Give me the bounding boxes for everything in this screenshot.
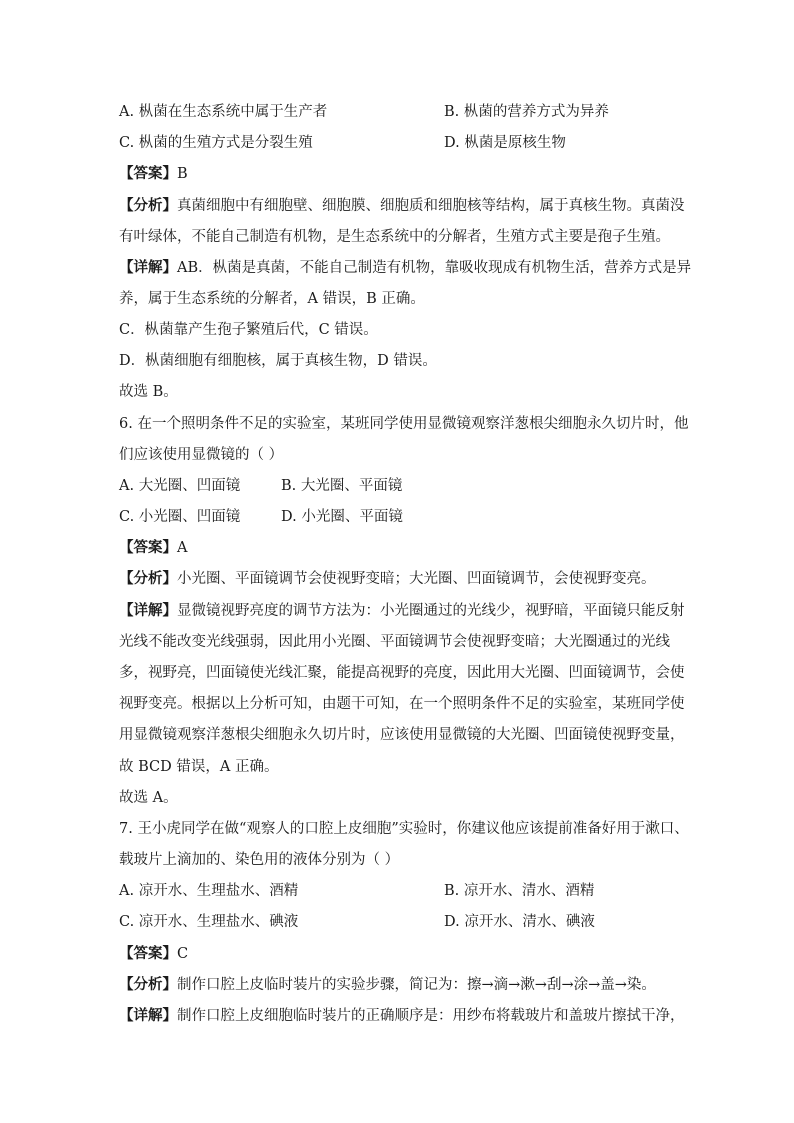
q6-option-c: C. 小光圈、凹面镜 <box>119 509 241 525</box>
q5-option-d: D. 枞菌是原核生物 <box>444 135 566 151</box>
q5-analysis-line-2: 有叶绿体，不能自己制造有机物，是生态系统中的分解者，生殖方式主要是孢子生殖。 <box>119 229 670 245</box>
q6-option-d: D. 小光圈、平面镜 <box>281 509 403 525</box>
q6-conclusion: 故选 A。 <box>119 790 178 806</box>
q7-answer <box>119 944 679 964</box>
analysis-label: 【分析】 <box>119 197 177 214</box>
q6-analysis-line-1 <box>119 569 679 589</box>
detail-label: 【详解】 <box>119 602 177 619</box>
analysis-text: 小光圈、平面镜调节会使视野变暗；大光圈、凹面镜调节，会使视野变亮。 <box>177 571 656 587</box>
q5-detail-line-1 <box>119 258 692 278</box>
q5-options-row-2 <box>119 133 679 153</box>
detail-text: 制作口腔上皮细胞临时装片的正确顺序是：用纱布将载玻片和盖玻片擦拭干净， <box>177 1008 685 1024</box>
q6-stem-line-1: 6. 在一个照明条件不足的实验室，某班同学使用显微镜观察洋葱根尖细胞永久切片时，他 <box>119 416 689 432</box>
detail-label: 【详解】 <box>119 1007 177 1024</box>
q6-stem-line-2: 们应该使用显微镜的（ ） <box>119 447 284 463</box>
q6-detail-line-1 <box>119 601 685 621</box>
q6-detail-line-4: 视野变亮。根据以上分析可知，由题干可知，在一个照明条件不足的实验室，某班同学使 <box>119 696 685 712</box>
analysis-label: 【分析】 <box>119 976 177 993</box>
detail-text: AB．枞菌是真菌，不能自己制造有机物，靠吸收现成有机物生活，营养方式是异 <box>177 260 692 276</box>
q6-option-a: A. 大光圈、凹面镜 <box>119 478 241 494</box>
q7-options-row-2 <box>119 912 679 932</box>
q6-detail-line-6: 故 BCD 错误，A 正确。 <box>119 759 279 775</box>
analysis-text: 真菌细胞中有细胞壁、细胞膜、细胞质和细胞核等结构，属于真核生物。真菌没 <box>177 198 685 214</box>
answer-label: 【答案】 <box>119 165 177 182</box>
q5-analysis-line-1 <box>119 196 685 216</box>
q6-detail-line-3: 多，视野亮，凹面镜使光线汇聚，能提高视野的亮度，因此用大光圈、凹面镜调节，会使 <box>119 665 685 681</box>
answer-value: A <box>177 540 188 556</box>
q6-detail-line-5: 用显微镜观察洋葱根尖细胞永久切片时，应该使用显微镜的大光圈、凹面镜使视野变量， <box>119 727 685 743</box>
q5-option-c: C. 枞菌的生殖方式是分裂生殖 <box>119 135 313 151</box>
q5-conclusion: 故选 B。 <box>119 384 178 400</box>
answer-label: 【答案】 <box>119 945 177 962</box>
answer-label: 【答案】 <box>119 539 177 556</box>
q5-options-row-1 <box>119 102 679 122</box>
q5-answer <box>119 164 679 184</box>
q6-option-b: B. 大光圈、平面镜 <box>281 478 403 494</box>
q7-stem-line-2: 载玻片上滴加的、染色用的液体分别为（ ） <box>119 852 400 868</box>
q7-option-d: D. 凉开水、清水、碘液 <box>444 914 595 930</box>
q7-analysis-line-1 <box>119 975 679 995</box>
q6-options-row-2 <box>119 507 679 527</box>
q5-detail-line-4: D．枞菌细胞有细胞核，属于真核生物，D 错误。 <box>119 353 437 369</box>
q7-option-a: A. 凉开水、生理盐水、酒精 <box>119 883 299 899</box>
q7-option-c: C. 凉开水、生理盐水、碘液 <box>119 914 299 930</box>
analysis-text: 制作口腔上皮临时装片的实验步骤，简记为：擦→滴→漱→刮→涂→盖→染。 <box>177 977 656 993</box>
q7-stem-line-1: 7. 王小虎同学在做“观察人的口腔上皮细胞”实验时，你建议他应该提前准备好用于漱口、 <box>119 821 689 837</box>
analysis-label: 【分析】 <box>119 570 177 587</box>
q6-detail-line-2: 光线不能改变光线强弱，因此用小光圈、平面镜调节会使视野变暗；大光圈通过的光线 <box>119 634 670 650</box>
q5-detail-line-2: 养，属于生态系统的分解者，A 错误，B 正确。 <box>119 291 425 307</box>
q5-detail-line-3: C．枞菌靠产生孢子繁殖后代，C 错误。 <box>119 322 378 338</box>
detail-label: 【详解】 <box>119 259 177 276</box>
q5-option-a: A. 枞菌在生态系统中属于生产者 <box>119 104 328 120</box>
detail-text: 显微镜视野亮度的调节方法为：小光圈通过的光线少，视野暗，平面镜只能反射 <box>177 603 685 619</box>
q6-options-row-1 <box>119 476 679 496</box>
q5-option-b: B. 枞菌的营养方式为异养 <box>444 104 609 120</box>
q7-options-row-1 <box>119 881 679 901</box>
answer-value: B <box>177 166 188 182</box>
q6-answer <box>119 538 679 558</box>
answer-value: C <box>177 946 189 962</box>
q7-detail-line-1 <box>119 1006 685 1026</box>
q7-option-b: B. 凉开水、清水、酒精 <box>444 883 595 899</box>
